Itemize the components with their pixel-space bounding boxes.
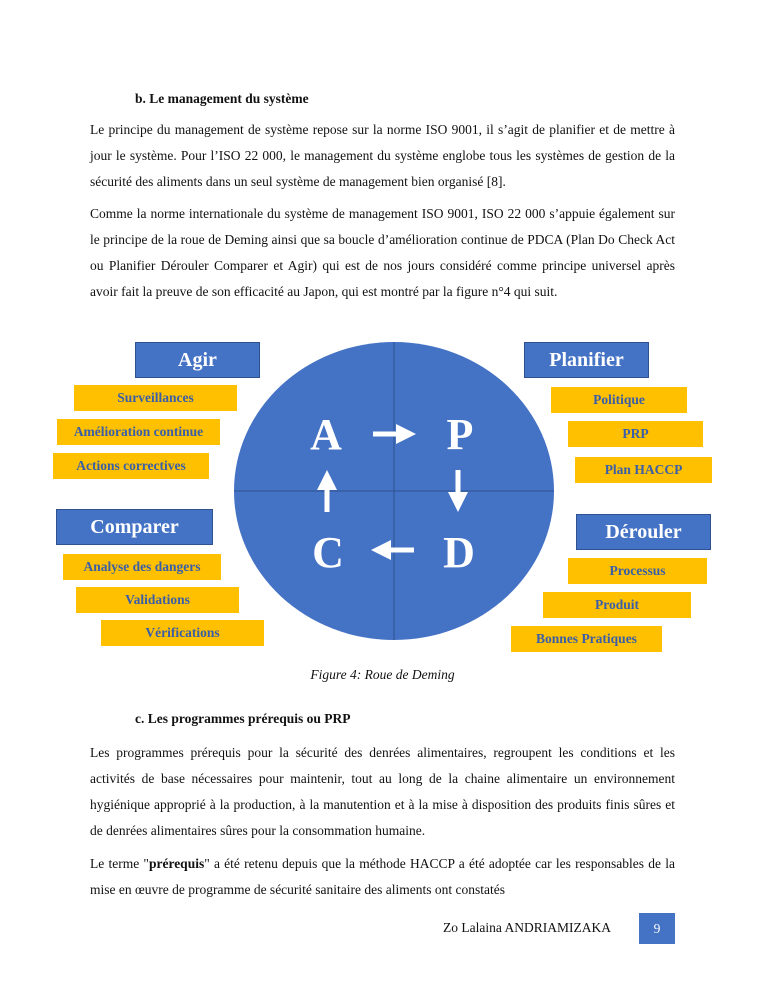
comparer-item-verifications: Vérifications <box>101 620 264 646</box>
p2-bold-term: prérequis <box>148 856 205 871</box>
agir-item-amelioration: Amélioration continue <box>57 419 220 445</box>
p2-text-start: Le terme " <box>90 856 149 871</box>
footer-author: Zo Lalaina ANDRIAMIZAKA <box>443 920 611 935</box>
p2-text-end: " a été retenu depuis que la méthode HACCP a été adoptée car les responsables de la mise en œuvre de programme de sécurité sanitaire des aliments ont constatés <box>90 856 675 897</box>
section-c-heading: c. Les programmes prérequis ou PRP <box>135 711 351 726</box>
planifier-title: Planifier <box>524 342 649 378</box>
agir-item-actions: Actions correctives <box>53 453 209 479</box>
section-c-paragraph-1: Les programmes prérequis pour la sécurité des denrées alimentaires, regroupent les conditions et les activités de base nécessaires pour maintenir, tout au long de la chaine alimentaire un environnement hygiénique approprié à la production, à la manutention et à la mise à disposition des produits finis sûres et de denrées alimentaires sûres pour la consommation humaine. <box>90 745 675 838</box>
section-b-heading: b. Le management du système <box>135 91 309 106</box>
comparer-title: Comparer <box>56 509 213 545</box>
agir-title: Agir <box>135 342 260 378</box>
letter-a: A <box>310 410 342 459</box>
comparer-item-validations: Validations <box>76 587 239 613</box>
letter-c: C <box>312 528 344 577</box>
letter-p: P <box>446 410 474 459</box>
derouler-item-processus: Processus <box>568 558 707 584</box>
page-number: 9 <box>639 913 675 944</box>
deming-wheel-figure <box>0 330 765 660</box>
planifier-item-prp: PRP <box>568 421 703 447</box>
derouler-item-bonnes-pratiques: Bonnes Pratiques <box>511 626 662 652</box>
letter-d: D <box>443 528 475 577</box>
planifier-item-politique: Politique <box>551 387 687 413</box>
section-c-paragraph-2 <box>90 851 675 903</box>
figure-caption: Figure 4: Roue de Deming <box>310 667 455 682</box>
planifier-item-plan-haccp: Plan HACCP <box>575 457 712 483</box>
derouler-item-produit: Produit <box>543 592 691 618</box>
section-b-paragraph-2: Comme la norme internationale du système de management ISO 9001, ISO 22 000 s’appuie également sur le principe de la roue de Deming ainsi que sa boucle d’amélioration continue de PDCA (Plan Do Check Act ou Planifier Dérouler Comparer et Agir) qui est de nos jours considéré comme principe universel après avoir fait la preuve de son efficacité au Japon, qui est montré par la figure n°4 qui suit. <box>90 206 675 299</box>
derouler-title: Dérouler <box>576 514 711 550</box>
agir-item-surveillances: Surveillances <box>74 385 237 411</box>
comparer-item-analyse: Analyse des dangers <box>63 554 221 580</box>
section-b-paragraph-1: Le principe du management de système repose sur la norme ISO 9001, il s’agit de planifier et de mettre à jour le système. Pour l’ISO 22 000, le management du système englobe tous les systèmes de gestion de la sécurité des aliments dans un seul système de management bien organisé [8]. <box>90 122 675 189</box>
